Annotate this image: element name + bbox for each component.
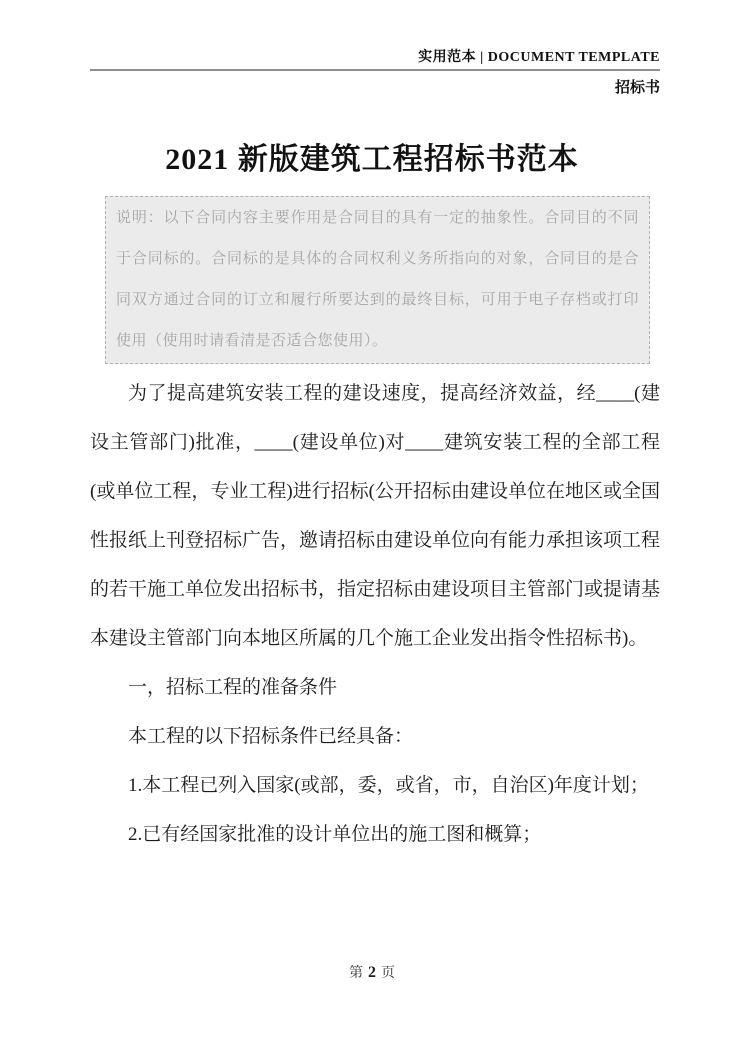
body-paragraph-conditions-lead: 本工程的以下招标条件已经具备： [128,726,414,747]
notice-text: 说明：以下合同内容主要作用是合同目的具有一定的抽象性。合同目的不同于合同标的。合同标的是具体的合同权利义务所指向的对象，合同目的是合同双方通过合同的订立和履行所要达到的最终目标，可用于电子存档或打印使用（使用时请看清是否适合您使用）。 [116,210,639,349]
header-divider [90,69,660,71]
body-paragraph-intro: 为了提高建筑安装工程的建设速度，提高经济效益，经____(建设主管部门)批准，____(建设单位)对____建筑安装工程的全部工程(或单位工程，专业工程)进行招标(公开招标由建设单位在地区或全国性报纸上刊登招标广告，邀请招标由建设单位向有能力承担该项工程的若干施工单位发出招标书，指定招标由建设项目主管部门或提请基本建设主管部门向本地区所属的几个施工企业发出指令性招标书)。 [90,383,661,649]
body-list-item-1: 1.本工程已列入国家(或部，委，或省，市，自治区)年度计划； [128,775,649,796]
brand-text: 实用范本 | DOCUMENT TEMPLATE [418,50,660,65]
body-heading-section-one: 一，招标工程的准备条件 [128,677,338,698]
page-title: 2021 新版建筑工程招标书范本 [165,143,579,176]
document-type-label: 招标书 [614,80,660,96]
page-number-prefix: 第 [349,966,363,981]
page-footer [0,962,744,982]
page-number: 2 [368,964,376,981]
page-header [90,46,660,97]
document-body [90,369,660,859]
page-number-suffix: 页 [381,966,395,981]
body-list-item-2: 2.已有经国家批准的设计单位出的施工图和概算； [128,824,542,845]
notice-box [105,196,650,364]
